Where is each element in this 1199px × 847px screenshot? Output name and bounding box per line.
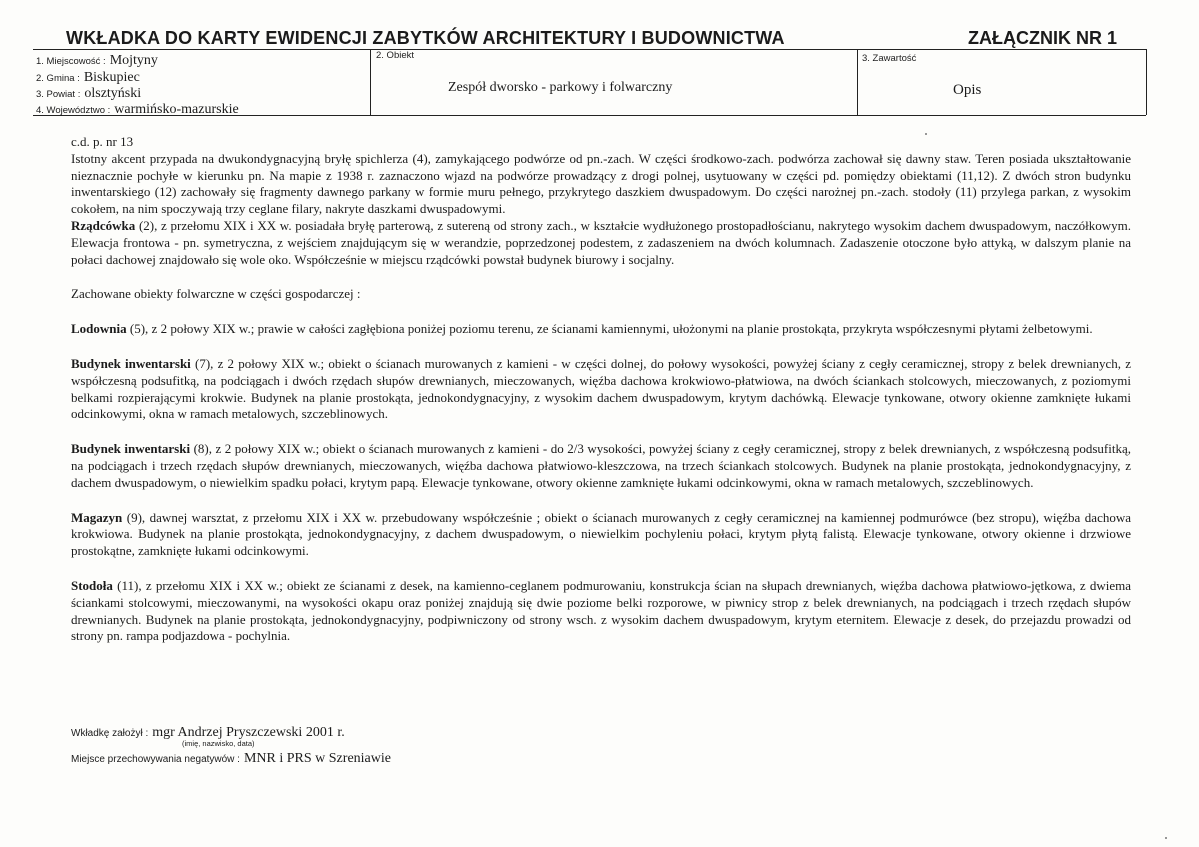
preserved-heading: Zachowane obiekty folwarczne w części gospodarczej : xyxy=(71,286,361,302)
table-top-border xyxy=(33,49,1146,50)
annex-number: ZAŁĄCZNIK NR 1 xyxy=(968,28,1117,48)
commune-label: 2. Gmina : xyxy=(36,73,80,84)
scan-speck xyxy=(925,133,927,135)
place-row xyxy=(36,52,158,68)
heading-livestock-8: Budynek inwentarski xyxy=(71,441,191,457)
storage-label: Miejsce przechowywania negatywów : xyxy=(71,754,240,765)
commune-value: Biskupiec xyxy=(83,70,140,85)
paragraph-steward-house xyxy=(71,218,1131,268)
author-label: Wkładkę założył : xyxy=(71,728,149,739)
table-divider-2 xyxy=(857,49,858,115)
content-value: Opis xyxy=(953,82,982,98)
author-row xyxy=(71,724,345,740)
text-livestock-8: (8), z 2 połowy XIX w.; obiekt o ścianach murowanych z kamieni - do 2/3 wysokości, powyżej ściany z cegły ceramicznej, stropy z belek drewnianych, z współczesną podsufitką, na podciągach i trzech rzędach słupów drewnianych, mieczowanych, więźba dachowa płatwiowo-kleszczowa, na trzech ściankach stolcowych. Budynek na planie prostokąta, jednokondygnacyjny, z dachem dwuspadowym, o niewielkim spadku połaci, krytym papą. Elewacje tynkowane, otwory okienne zamknięte łukami odcinkowymi, okna w ramach metalowych, szczeblinowych. xyxy=(71,441,1131,490)
heading-steward-house: Rządcówka xyxy=(71,217,136,233)
heading-barn: Stodoła xyxy=(71,577,113,593)
text-steward-house: (2), z przełomu XIX i XX w. posiadała bryłę parterową, z sutereną od strony zach., w kształcie wydłużonego prostopadłościanu, nakrytego wysokim dachem dwuspadowym, naczółkowym. Elewacja frontowa - pn. symetryczna, z wejściem znajdującym się w werandzie, poprzedzonej podestem, z zadaszeniem na dwóch kolumnach. Zadaszenie otoczone było attyką, w dalszym planie na połaci dachowej znajdowało się wole oko. Współcześnie w miejscu rządcówki powstał budynek biurowy i socjalny. xyxy=(71,217,1131,267)
place-label: 1. Miejscowość : xyxy=(36,56,106,67)
continued-note: c.d. p. nr 13 xyxy=(71,134,134,149)
paragraph-barn xyxy=(71,578,1131,645)
scan-speck xyxy=(1165,837,1167,839)
text-warehouse: (9), dawnej warsztat, z przełomu XIX i XX w. przebudowany współcześnie ; obiekt o ścianach murowanych z cegły ceramicznej na kamiennej podmurówce (bez stropu), więźba dachowa krokwiowa. Budynek na planie prostokąta, jednokondygnacyjny, z dachem dwuspadowym, o niewielkim pochyleniu połaci, krytym płytą falistą. Elewacje tynkowane, otwory okienne i drzwiowe prostokątne, zamknięte łukami odcinkowymi. xyxy=(71,509,1131,559)
paragraph-livestock-7 xyxy=(71,356,1131,423)
author-caption: (imię, nazwisko, data) xyxy=(182,739,255,748)
county-value: olsztyński xyxy=(84,86,142,101)
heading-livestock-7: Budynek inwentarski xyxy=(71,355,191,371)
storage-row xyxy=(71,750,391,766)
paragraph-intro: Istotny akcent przypada na dwukondygnacyjną bryłę spichlerza (4), zamykającego podwórze od pn.-zach. W części środkowo-zach. podwórza zachował się dawny staw. Teren posiada ukształtowanie nieznacznie pochyłe w kierunku pn. Na mapie z 1938 r. zaznaczono wjazd na podwórze prowadzący z drogi polnej, usytuowany w części pd. pomiędzy obiektami (11,12). Z dwóch stron budynku inwentarskiego (12) zachowały się fragmenty dawnego parkany w formie muru pełnego, przykrytego daszkiem dwuspadowym. Do części narożnej pn.-zach. stodoły (11) przylega parkan, z wysokim cokołem, na nim spoczywają trzy ceglane filary, nakryte daszkami dwuspadowymi. xyxy=(71,150,1131,217)
county-row xyxy=(36,85,141,101)
table-right-border xyxy=(1146,49,1147,115)
paragraph-warehouse xyxy=(71,510,1131,560)
place-value: Mojtyny xyxy=(109,53,158,68)
voivodeship-value: warmińsko-mazurskie xyxy=(114,102,239,117)
storage-value: MNR i PRS w Szreniawie xyxy=(243,751,391,766)
heading-icehouse: Lodownia xyxy=(71,321,127,337)
author-value: mgr Andrzej Pryszczewski 2001 r. xyxy=(152,725,345,740)
paragraph-icehouse xyxy=(71,321,1131,338)
commune-row xyxy=(36,69,140,85)
text-icehouse: (5), z 2 połowy XIX w.; prawie w całości zagłębiona poniżej poziomu terenu, ze ścianami kamiennymi, ułożonymi na planie prostokąta, przykryta współczesnymi płytami żelbetowymi. xyxy=(126,321,1093,337)
heading-warehouse: Magazyn xyxy=(71,509,123,525)
document-body xyxy=(71,134,1131,645)
form-title: WKŁADKA DO KARTY EWIDENCJI ZABYTKÓW ARCHITEKTURY I BUDOWNICTWA xyxy=(66,28,785,48)
text-barn: (11), z przełomu XIX i XX w.; obiekt ze ścianami z desek, na kamienno-ceglanem podmurowaniu, konstrukcja ścian na słupach drewnianych, więźba dachowa płatwiowo-jętkowa, z dwiema ściankami stolcowymi, mieczowanymi, na wysokości okapu oraz poniżej znajdują się dwie poziome belki rozporowe, w piwnicy strop z belek drewnianych, na podciągach i trzech rzędach słupów drewnianych. Budynek na planie prostokąta, jednokondygnacyjny, podpiwniczony od strony wsch. z wysokim dachem dwuspadowym, krytym eternitem. Elewacje z desek, do przejazdu prowadzi od strony pn. rampa podjazdowa - pochylnia. xyxy=(71,577,1131,644)
table-divider-1 xyxy=(370,49,371,115)
object-label: 2. Obiekt xyxy=(376,50,415,61)
voivodeship-row xyxy=(36,101,239,117)
content-label: 3. Zawartość xyxy=(862,53,917,64)
county-label: 3. Powiat : xyxy=(36,89,81,100)
text-livestock-7: (7), z 2 połowy XIX w.; obiekt o ścianach murowanych z kamieni - w części dolnej, do połowy wysokości, powyżej ściany z cegły ceramicznej, stropy z belek drewnianych, z współczesną podsufitką, na podciągach i dwóch rzędach słupów drewnianych, mieczowanych, więźba dachowa krokwiowo-płatwiowa, na dwóch ściankach stolcowych, mieczowanych, z poziomymi belkami rozpierającymi krokwie. Budynek na planie prostokąta, jednokondygnacyjny, z wysokim dachem dwuspadowym, krytym dachówką. Elewacje tynkowane, otwory okienne zamknięte łukami odcinkowymi, okna w ramach metalowych, szczeblinowych. xyxy=(71,355,1132,422)
paragraph-livestock-8 xyxy=(71,441,1131,491)
voivodeship-label: 4. Województwo : xyxy=(36,105,111,116)
object-value: Zespół dworsko - parkowy i folwarczny xyxy=(448,80,673,95)
